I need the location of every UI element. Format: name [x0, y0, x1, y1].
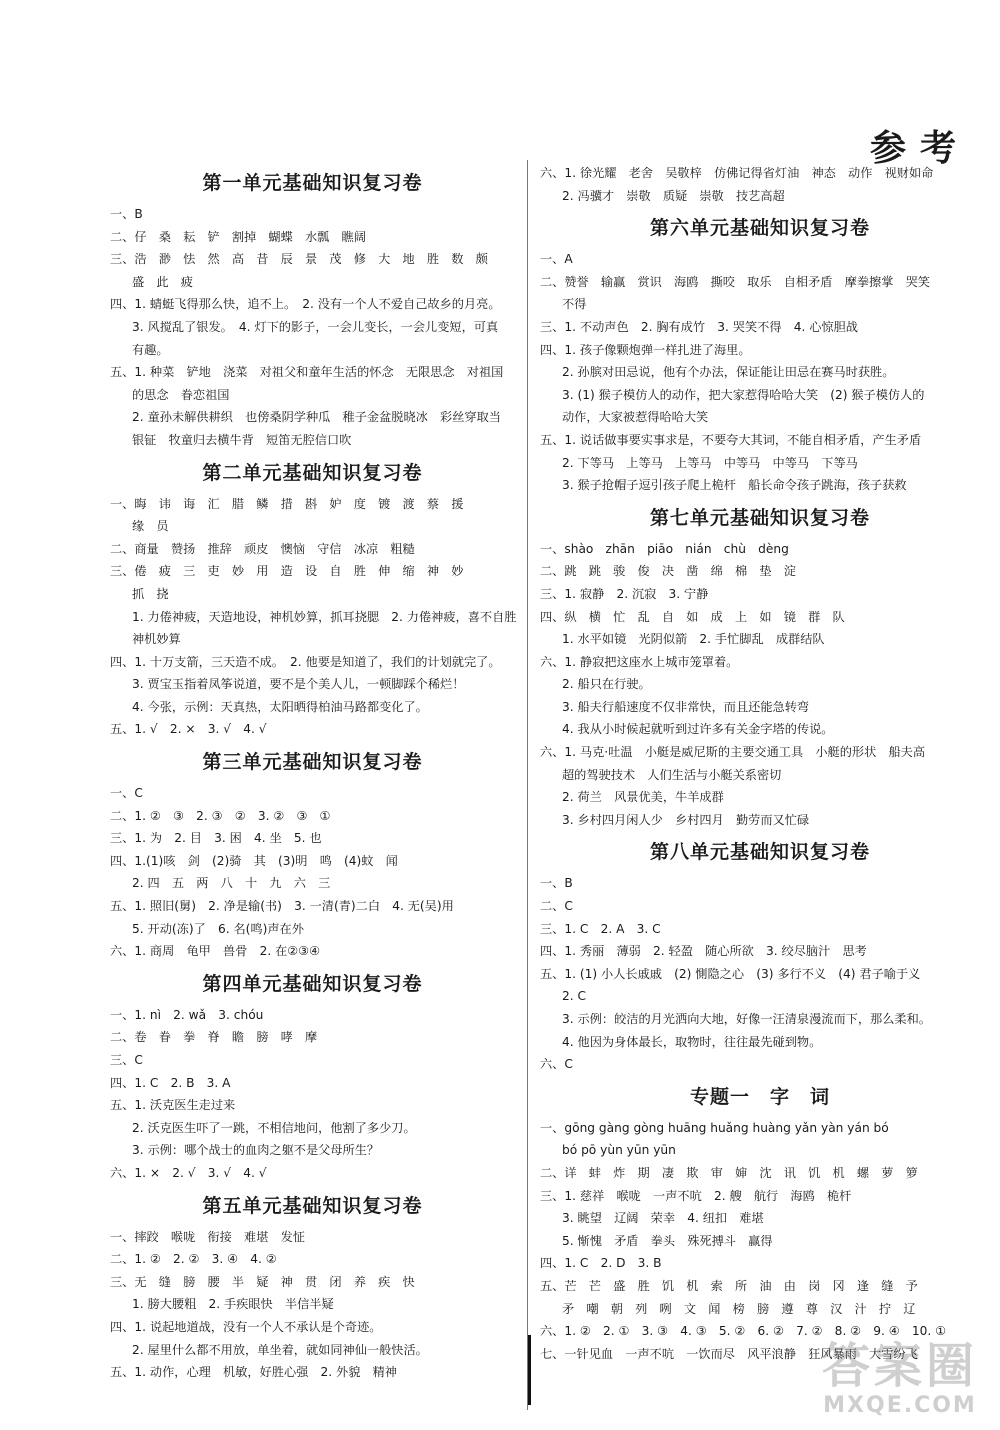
answer-line: 六、1. × 2. √ 3. √ 4. √ — [110, 1165, 267, 1180]
section-title: 第四单元基础知识复习卷 — [202, 972, 423, 995]
section-title: 第三单元基础知识复习卷 — [202, 751, 423, 774]
answer-line: 一、摔跤 喉咙 衔接 难堪 发怔 — [110, 1229, 305, 1244]
answer-line: 二、跳 跳 骏 俊 决 凿 绵 棉 垫 淀 — [540, 564, 796, 579]
watermark — [822, 1339, 978, 1418]
answer-line: 四、1. 孩子像颗炮弹一样扎进了海里。 — [540, 342, 751, 357]
answer-line: 动作，大家被惹得哈哈大笑 — [562, 410, 709, 425]
right-column — [540, 162, 980, 1365]
answer-line: 1. 力倦神疲，天造地设，神机妙算，抓耳挠腮 2. 力倦神疲，喜不自胜 — [132, 609, 517, 624]
answer-line: 四、1. 说起地道战，没有一个人不承认是个奇迹。 — [110, 1319, 382, 1334]
answer-line: 一、晦 讳 诲 汇 腊 鳞 措 斟 妒 度 镀 渡 蔡 援 — [110, 496, 464, 511]
answer-line: 四、纵 横 忙 乱 自 如 成 上 如 镜 群 队 — [540, 609, 845, 624]
answer-line: 3. 风搅乱了银发。 4. 灯下的影子，一会儿变长，一会儿变短，可真 — [132, 319, 499, 334]
answer-line: 2. 下等马 上等马 上等马 中等马 中等马 下等马 — [562, 455, 858, 470]
answer-line: 二、仔 桑 耘 铲 割掉 蝴蝶 水瓢 瞧阔 — [110, 229, 366, 244]
answer-line: 四、1.(1)咳 剑 (2)骑 其 (3)明 鸣 (4)蚊 闻 — [110, 853, 398, 868]
answer-line: 四、1. C 2. D 3. B — [540, 1256, 662, 1271]
section-title: 第五单元基础知识复习卷 — [202, 1194, 423, 1217]
answer-line: 不得 — [562, 297, 587, 312]
answer-line: 2. 四 五 两 八 十 九 六 三 — [132, 876, 331, 891]
answer-line: 五、1. 说话做事要实事求是，不要夸大其词，不能自相矛盾，产生矛盾 — [540, 432, 922, 447]
answer-line: 二、赞誉 输赢 赏识 海鸥 撕咬 取乐 自相矛盾 摩拳擦掌 哭笑 — [540, 274, 930, 289]
answer-line: 一、B — [110, 207, 143, 221]
answer-line: 一、B — [540, 876, 573, 891]
answer-line: 银钲 牧童归去横牛背 短笛无腔信口吹 — [132, 432, 352, 447]
answer-line: 三、倦 疲 三 吏 妙 用 造 设 自 胜 伸 缩 神 妙 — [110, 564, 464, 579]
answer-line: 1. 水平如镜 光阴似箭 2. 手忙脚乱 成群结队 — [562, 632, 825, 647]
answer-line: 4. 我从小时候起就听到过许多有关金字塔的传说。 — [562, 722, 834, 737]
answer-line: 2. 荷兰 风景优美，牛羊成群 — [562, 790, 724, 805]
answer-line: 二、卷 眷 拳 脊 瞻 膀 哮 摩 — [110, 1030, 318, 1045]
answer-line: 三、1. C 2. A 3. C — [540, 921, 661, 936]
answer-line: 四、1. 秀丽 薄弱 2. 轻盈 随心所欲 3. 绞尽脑汁 思考 — [540, 944, 867, 959]
answer-line: 3. 猴子抢帽子逗引孩子爬上桅杆 船长命令孩子跳海，孩子获救 — [562, 478, 907, 493]
answer-line: 3. 眺望 辽阔 荣幸 4. 纽扣 难堪 — [562, 1211, 764, 1226]
section-title: 第六单元基础知识复习卷 — [649, 217, 870, 240]
answer-line: 五、1. 照旧(舅) 2. 净是输(书) 3. 一清(青)二白 4. 无(吴)用 — [110, 899, 454, 914]
answer-line: 一、C — [110, 786, 143, 801]
answer-line: 五、1. (1) 小人长戚戚 (2) 惻隐之心 (3) 多行不义 (4) 君子喻于义 — [540, 966, 921, 981]
answer-line: 盛 此 疲 — [132, 274, 193, 289]
answer-line: 二、C — [540, 899, 573, 914]
answer-line: 一、shào zhān piāo nián chù dèng — [540, 541, 789, 556]
answer-line: 一、1. nì 2. wǎ 3. chóu — [110, 1007, 264, 1022]
answer-line: 超的驾驶技术 人们生活与小艇关系密切 — [562, 767, 782, 782]
answer-line: 三、无 缝 膀 腰 半 疑 神 贯 闭 养 疾 快 — [110, 1274, 415, 1289]
answer-line: 五、1. 动作，心理 机敏，好胜心强 2. 外貌 精神 — [110, 1365, 397, 1380]
answer-line: 六、1. 徐光耀 老舍 吴敬梓 仿佛记得省灯油 神态 动作 视财如命 — [540, 166, 934, 180]
answer-line: 5. 开动(冻)了 6. 名(鸣)声在外 — [132, 921, 304, 936]
answer-line: 三、C — [110, 1053, 143, 1067]
answer-line: 4. 他因为身体最长，取物时，往往最先碰到物。 — [562, 1034, 822, 1049]
answer-line: 三、1. 慈祥 喉咙 一声不吭 2. 艘 航行 海鸥 桅杆 — [540, 1188, 852, 1203]
answer-line: 六、1. 马克·吐温 小艇是威尼斯的主要交通工具 小艇的形状 船夫高 — [540, 745, 926, 760]
answer-line: 5. 惭愧 矛盾 拳头 殊死搏斗 赢得 — [562, 1233, 773, 1248]
section-title: 第一单元基础知识复习卷 — [202, 172, 423, 194]
answer-line: 五、1. 种菜 铲地 浇菜 对祖父和童年生活的怀念 无限思念 对祖国 — [110, 365, 504, 380]
answer-line: 七、一针见血 一声不吭 一饮而尽 风平浪静 狂风暴雨 大雪纷飞 — [540, 1346, 918, 1361]
answer-line: 四、1. 蜻蜓飞得那么快，追不上。 2. 没有一个人不爱自己故乡的月亮。 — [110, 297, 501, 312]
answer-line: 3. (1) 猴子模仿人的动作，把大家惹得哈哈大笑 (2) 猴子模仿人的 — [562, 387, 925, 402]
left-column — [110, 162, 515, 1384]
answer-line: 五、1. √ 2. × 3. √ 4. √ — [110, 722, 267, 737]
answer-line: 六、1. 静寂把这座水上城市笼罩着。 — [540, 654, 739, 669]
answer-line: 3. 示例：哪个战士的血肉之躯不是父母所生？ — [132, 1143, 380, 1158]
answer-line: 1. 膀大腰粗 2. 手疾眼快 半信半疑 — [132, 1297, 334, 1312]
answer-line: 矛 嘲 朝 列 咧 文 闻 榜 膀 遵 尊 汉 汁 拧 辽 — [562, 1301, 916, 1316]
answer-line: 的思念 眷恋祖国 — [132, 387, 230, 402]
answer-line: 六、C — [540, 1057, 573, 1072]
answer-line: 神机妙算 — [132, 632, 181, 647]
answer-line: 三、1. 为 2. 目 3. 困 4. 坐 5. 也 — [110, 831, 322, 846]
answer-line: 四、1. 十万支箭，三天造不成。 2. 他要是知道了，我们的计划就完了。 — [110, 654, 501, 669]
answer-line: 2. 童孙未解供耕织 也傍桑阴学种瓜 稚子金盆脱晓冰 彩丝穿取当 — [132, 410, 501, 425]
answer-line: 一、gōng gàng gòng huāng huǎng huàng yǎn yàn yán bó — [540, 1120, 889, 1135]
answer-line: bó pō yùn yūn yūn — [562, 1143, 676, 1158]
answer-line: 2. 冯骥才 崇敬 质疑 崇敬 技艺高超 — [562, 188, 785, 203]
answer-line: 缘 员 — [132, 519, 169, 534]
answer-line: 3. 贾宝玉指着凤筝说道，要不是个美人儿，一顿脚踩个稀烂！ — [132, 677, 465, 692]
answer-line: 2. 船只在行驶。 — [562, 677, 651, 692]
answer-line: 2. 沃克医生吓了一跳，不相信地问，他割了多少刀。 — [132, 1120, 416, 1135]
section-title: 专题一 字 词 — [689, 1085, 830, 1108]
answer-line: 六、1. ② 2. ① 3. ③ 4. ③ 5. ② 6. ② 7. ② 8. ② 9. ④ 10. ① — [540, 1324, 947, 1339]
answer-line: 抓 挠 — [132, 586, 169, 601]
answer-line: 二、商量 赞扬 推辞 顽皮 懊恼 守信 冰凉 粗糙 — [110, 541, 415, 556]
page-header: 参考 — [869, 127, 970, 169]
section-title: 第七单元基础知识复习卷 — [649, 506, 870, 529]
answer-line: 五、芒 芒 盛 胜 饥 机 索 所 油 由 岗 冈 逢 缝 予 — [540, 1278, 918, 1293]
answer-line: 三、1. 寂静 2. 沉寂 3. 宁静 — [540, 586, 709, 601]
answer-line: 3. 示例：皎洁的月光洒向大地，好像一汪清泉漫流而下，那么柔和。 — [562, 1012, 931, 1026]
answer-line: 3. 乡村四月闲人少 乡村四月 勤劳而又忙碌 — [562, 812, 810, 827]
answer-line: 六、1. 商周 龟甲 兽骨 2. 在②③④ — [110, 944, 321, 959]
answer-line: 一、A — [540, 252, 573, 267]
answer-line: 二、1. ② ③ 2. ③ ② 3. ② ③ ① — [110, 808, 331, 823]
column-divider-mark — [528, 1335, 531, 1405]
answer-line: 二、详 蚌 炸 期 凄 欺 审 婶 沈 讯 饥 机 螺 萝 箩 — [540, 1165, 918, 1180]
watermark-url: MXQE.COM — [823, 1393, 977, 1418]
watermark-logo: 答案圈 — [821, 1338, 978, 1394]
answer-line: 五、1. 沃克医生走过来 — [110, 1098, 236, 1113]
section-title: 第八单元基础知识复习卷 — [649, 841, 870, 864]
column-divider — [527, 160, 528, 1410]
answer-line: 2. 屋里什么都不用放，单坐着，就如同神仙一般快活。 — [132, 1342, 428, 1357]
section-title: 第二单元基础知识复习卷 — [202, 461, 423, 484]
answer-line: 三、1. 不动声色 2. 胸有成竹 3. 哭笑不得 4. 心惊胆战 — [540, 319, 858, 334]
answer-line: 3. 船夫行船速度不仅非常快，而且还能急转弯 — [562, 699, 810, 714]
answer-line: 2. 孙膑对田忌说，他有个办法，保证能让田忌在赛马时获胜。 — [562, 365, 895, 380]
answer-line: 二、1. ② 2. ② 3. ④ 4. ② — [110, 1252, 277, 1267]
answer-line: 三、浩 渺 怯 然 高 昔 辰 景 茂 修 大 地 胜 数 颇 — [110, 252, 488, 267]
answer-line: 四、1. C 2. B 3. A — [110, 1075, 231, 1090]
answer-line: 有趣。 — [132, 342, 169, 357]
answer-line: 2. C — [562, 989, 587, 1004]
answer-line: 4. 今张，示例：天真热，太阳晒得柏油马路都变化了。 — [132, 699, 428, 714]
